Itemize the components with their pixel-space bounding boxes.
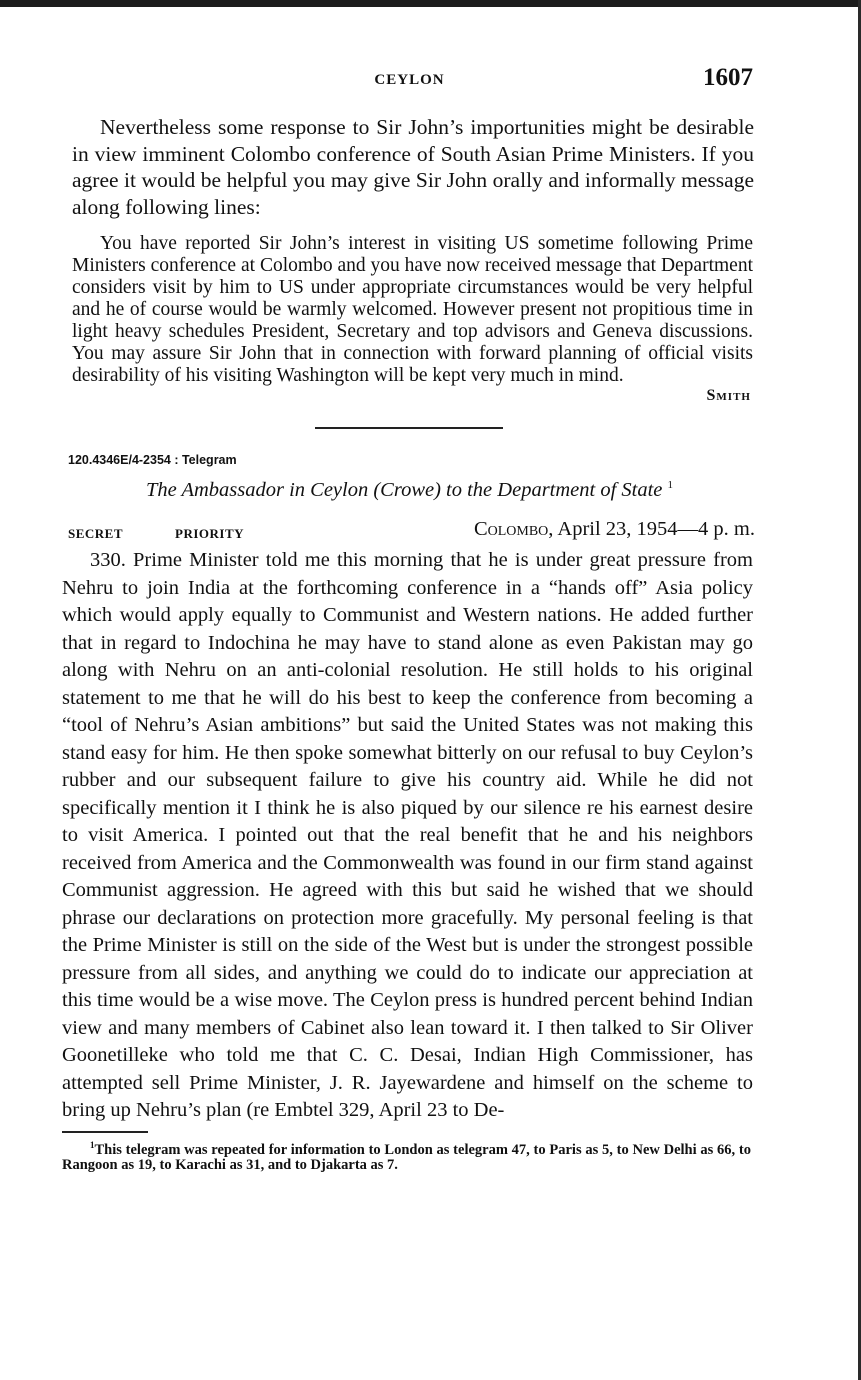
page-header: [62, 58, 757, 98]
footnote-marker: 1: [667, 479, 674, 492]
dateline-date: April 23, 1954—4 p. m.: [553, 518, 755, 540]
footnote: [62, 1137, 757, 1174]
document-page: [62, 58, 757, 1173]
quoted-message: You have reported Sir John’s interest in visiting US sometime following Prime Ministers conference at Colombo and you have now received message that Department considers visit by him to US under appropriate circumstances would be very helpful and he of course would be warmly welcomed. However present not propitious time in light heavy schedules President, Secretary and top advisors and Geneva discussions. You may assure Sir John that in connection with forward planning of official visits desirability of his visiting Washington will be kept very much in mind.: [72, 233, 753, 386]
section-separator: [315, 427, 503, 429]
dateline-place: Colombo,: [473, 518, 554, 540]
signature: Smith: [706, 387, 751, 404]
footnote-rule: [62, 1131, 148, 1133]
priority-label: PRIORITY: [175, 526, 245, 541]
scan-top-border: [0, 0, 861, 7]
running-head: CEYLON: [374, 72, 445, 88]
page-number: 1607: [703, 64, 753, 91]
document-title-text: The Ambassador in Ceylon (Crowe) to the Department of State: [145, 479, 663, 501]
paragraph-instructions: Nevertheless some response to Sir John’s importunities might be desirable in view imminent Colombo conference of South Asian Prime Ministers. If you agree it would be helpful you may give Sir John orally and informally message along following lines:: [72, 115, 754, 219]
document-title: [62, 479, 757, 502]
classification-label: SECRET: [68, 526, 124, 541]
footnote-text: This telegram was repeated for information to London as telegram 47, to Paris as 5, to New Delhi as 66, to Rangoon as 19, to Karachi as 31, and to Djakarta as 7.: [62, 1141, 751, 1174]
telegram-body: 330. Prime Minister told me this morning that he is under great pressure from Nehru to join India at the forthcoming conference in a “hands off” Asia policy which would apply equally to Communist and Western nations. He added further that in regard to Indochina he may have to stand alone as even Pakistan may go along with Nehru on an anti-colonial resolution. He still holds to his original statement to me that he will do his best to keep the conference from becoming a “tool of Nehru’s Asian ambitions” but said the United States was not making this stand easy for him. He then spoke somewhat bitterly on our refusal to buy Ceylon’s rubber and our subsequent failure to give his country aid. While he did not specifically mention it I think he is also piqued by our silence re his earnest desire to visit America. I pointed out that the real benefit that he and his neighbors received from America and the Commonwealth was found in our firm stand against Communist aggression. He agreed with this but said he wished that we should phrase our declarations on protection more gracefully. My personal feeling is that the Prime Minister is still on the side of the West but is under the strongest possible pressure from all sides, and anything we could do to indicate our appreciation at this time would be a wise move. The Ceylon press is hundred percent behind Indian view and many members of Cabinet also lean toward it. I then talked to Sir Oliver Goonetilleke who told me that C. C. Desai, Indian High Commissioner, has attempted sell Prime Minister, J. R. Jayewardene and himself on the scheme to bring up Nehru’s plan (re Embtel 329, April 23 to De-: [62, 549, 753, 1121]
file-reference: 120.4346E/4-2354 : Telegram: [68, 453, 237, 467]
footnote-number: 1: [90, 1139, 95, 1150]
dateline: [474, 518, 755, 541]
telegram-header: [62, 516, 757, 546]
